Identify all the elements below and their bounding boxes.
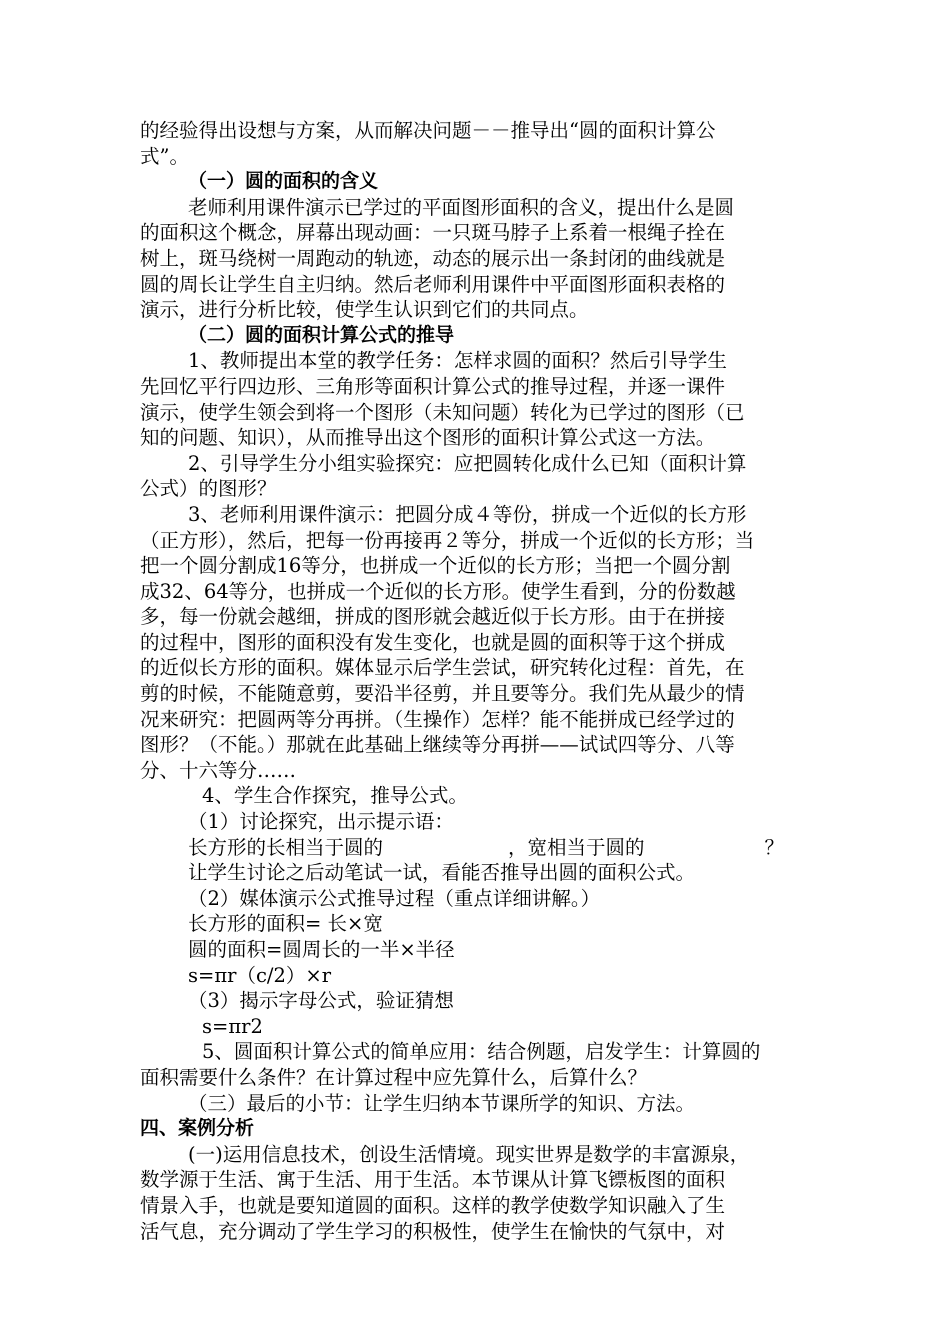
text-line: （1）讨论探究，出示提示语： bbox=[188, 810, 454, 834]
text-line: 4、学生合作探究，推导公式。 bbox=[202, 784, 468, 808]
text-line: 2、引导学生分小组实验探究：应把圆转化成什么已知（面积计算 bbox=[188, 451, 747, 475]
text-line: 公式）的图形？ bbox=[140, 477, 277, 501]
formula-line: 圆的面积=圆周长的一半×半径 bbox=[188, 938, 455, 961]
text-line: 老师利用课件演示已学过的平面图形面积的含义，提出什么是圆 bbox=[188, 195, 735, 219]
text-line: （三）最后的小节：让学生归纳本节课所学的知识、方法。 bbox=[188, 1091, 696, 1115]
text-line: 面积需要什么条件？在计算过程中应先算什么，后算什么？ bbox=[140, 1065, 648, 1089]
text-line: 5、圆面积计算公式的简单应用：结合例题，启发学生：计算圆的 bbox=[202, 1040, 761, 1064]
text-line: 分、十六等分…… bbox=[140, 758, 297, 782]
text-line: 演示，进行分析比较，使学生认识到它们的共同点。 bbox=[140, 298, 589, 322]
text-line: 的过程中，图形的面积没有发生变化，也就是圆的面积等于这个拼成 bbox=[140, 630, 726, 654]
text-line: 图形？（不能。）那就在此基础上继续等分再拼——试试四等分、八等 bbox=[140, 733, 735, 757]
text-line: 3、老师利用课件演示：把圆分成４等份，拼成一个近似的长方形 bbox=[188, 502, 747, 526]
prompt-part-2: ，宽相当于圆的 bbox=[508, 835, 645, 859]
text-line: 先回忆平行四边形、三角形等面积计算公式的推导过程，并逐一课件 bbox=[140, 374, 726, 398]
text-line: 多，每一份就会越细，拼成的图形就会越近似于长方形。由于在拼接 bbox=[140, 605, 726, 629]
prompt-part-1: 长方形的长相当于圆的 bbox=[188, 835, 384, 859]
text-line: 成32、64等分，也拼成一个近似的长方形。使学生看到，分的份数越 bbox=[140, 579, 736, 603]
document-page bbox=[140, 118, 812, 1244]
text-line: 式”。 bbox=[140, 144, 189, 168]
text-line: 的近似长方形的面积。媒体显示后学生尝试，研究转化过程：首先，在 bbox=[140, 656, 745, 680]
text-line: 演示，使学生领会到将一个图形（未知问题）转化为已学过的图形（已 bbox=[140, 400, 745, 424]
text-line: 的面积这个概念，屏幕出现动画：一只斑马脖子上系着一根绳子拴在 bbox=[140, 221, 726, 245]
text-line: 圆的周长让学生自主归纳。然后老师利用课件中平面图形面积表格的 bbox=[140, 272, 726, 296]
text-line: 情景入手，也就是要知道圆的面积。这样的教学使数学知识融入了生 bbox=[140, 1193, 726, 1217]
formula-line: s=πr2 bbox=[202, 1014, 263, 1038]
text-line: 树上，斑马绕树一周跑动的轨迹，动态的展示出一条封闭的曲线就是 bbox=[140, 246, 726, 270]
prompt-part-3: ？ bbox=[764, 835, 785, 859]
text-line: 剪的时候，不能随意剪，要沿半径剪，并且要等分。我们先从最少的情 bbox=[140, 682, 745, 706]
text-line: （2）媒体演示公式推导过程（重点详细讲解。） bbox=[188, 886, 601, 910]
fill-in-prompt-line bbox=[140, 835, 812, 861]
formula-line: s=πr（c/2）×r bbox=[188, 963, 332, 987]
text-line: 活气息，充分调动了学生学习的积极性，使学生在愉快的气氛中，对 bbox=[140, 1219, 726, 1243]
text-line: 的经验得出设想与方案，从而解决问题－－推导出“圆的面积计算公 bbox=[140, 119, 716, 142]
text-line: 况来研究：把圆两等分再拼。（生操作）怎样？能不能拼成已经学过的 bbox=[140, 707, 735, 731]
section-heading: 四、案例分析 bbox=[140, 1117, 255, 1140]
section-heading: （二）圆的面积计算公式的推导 bbox=[188, 323, 455, 346]
text-line: （3）揭示字母公式，验证猜想 bbox=[188, 989, 454, 1013]
text-line: 1、教师提出本堂的教学任务：怎样求圆的面积？然后引导学生 bbox=[188, 349, 727, 373]
formula-line: 长方形的面积= 长×宽 bbox=[188, 912, 383, 936]
text-line: 数学源于生活、寓于生活、用于生活。本节课从计算飞镖板图的面积 bbox=[140, 1168, 726, 1192]
text-line: 把一个圆分割成16等分，也拼成一个近似的长方形；当把一个圆分割 bbox=[140, 554, 731, 578]
text-line: (一)运用信息技术，创设生活情境。现实世界是数学的丰富源泉， bbox=[188, 1142, 750, 1166]
text-line: （正方形），然后，把每一份再接再２等分，拼成一个近似的长方形；当 bbox=[140, 528, 755, 552]
text-line: 知的问题、知识），从而推导出这个图形的面积计算公式这一方法。 bbox=[140, 426, 716, 450]
section-heading: （一）圆的面积的含义 bbox=[188, 170, 379, 193]
text-line: 让学生讨论之后动笔试一试，看能否推导出圆的面积公式。 bbox=[188, 861, 696, 885]
